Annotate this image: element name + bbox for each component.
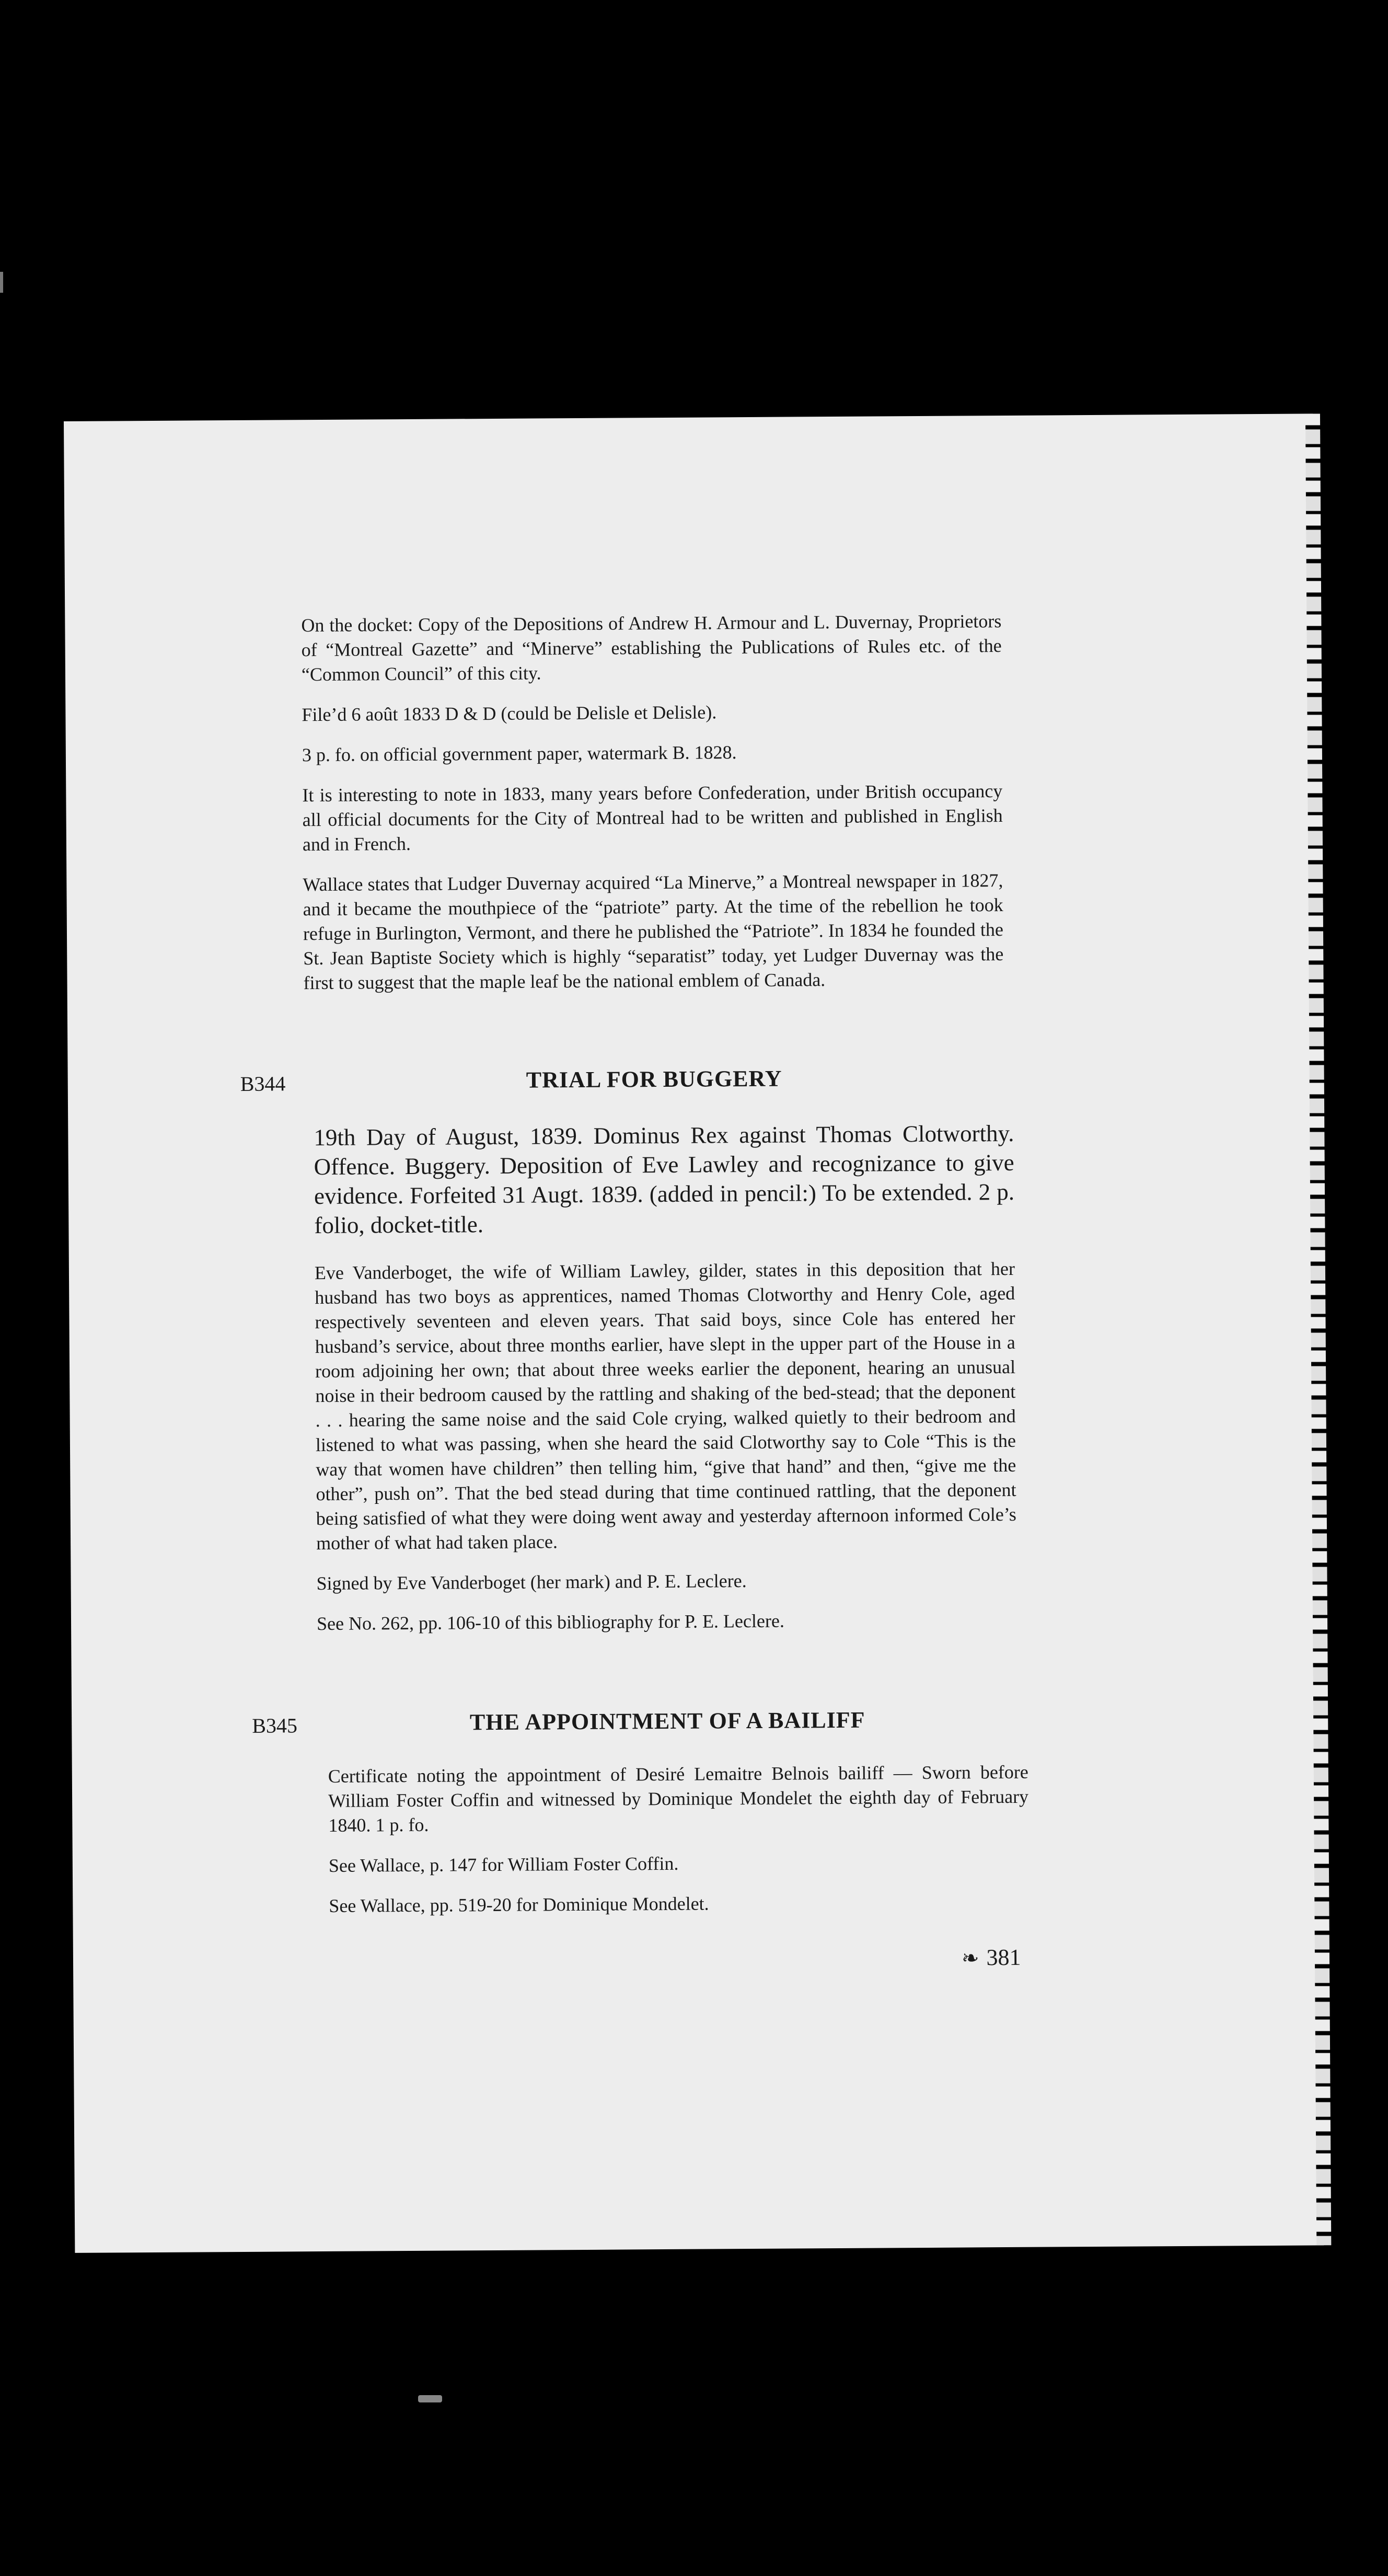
entry-see-also: See Wallace, p. 147 for William Foster Coffin. <box>328 1853 679 1876</box>
fleuron-icon: ❧ <box>961 1946 979 1970</box>
docket-paragraph: 3 p. fo. on official government paper, watermark B. 1828. <box>302 742 737 766</box>
entry-title-b344: TRIAL FOR BUGGERY <box>526 1065 782 1093</box>
film-smudge <box>418 2395 442 2402</box>
docket-paragraph: On the docket: Copy of the Depositions of Andrew H. Armour and L. Duvernay, Proprietors of “Montreal Gazette” and “Minerve” establishing the Publications of Rules etc. of the “Common Council” of this city. <box>301 611 1002 685</box>
entry-signature: Signed by Eve Vanderboget (her mark) and P. E. Leclere. <box>316 1570 747 1594</box>
docket-paragraph: File’d 6 août 1833 D & D (could be Delisle et Delisle). <box>302 702 717 726</box>
docket-paragraph: Wallace states that Ludger Duvernay acquired “La Minerve,” a Montreal newspaper in 1827, and it became the mouthpiece of the “patriote” party. At the time of the rebellion he took refuge in Burlington, Vermont, and there he published the “Patriote”. In 1834 he founded the St. Jean Baptiste Society which is highly “separatist” today, yet Ludger Duvernay was the first to suggest that the maple leaf be the national emblem of Canada. <box>303 870 1004 994</box>
entry-see-also: See No. 262, pp. 106-10 of this bibliography for P. E. Leclere. <box>316 1610 785 1635</box>
entry-paragraph: Certificate noting the appointment of Desiré Lemaitre Belnois bailiff — Sworn before William Foster Coffin and witnessed by Dominique Mondelet the eighth day of February 1840. 1 p. fo. <box>328 1761 1029 1836</box>
page-content <box>64 413 1324 2253</box>
page-number-value: 381 <box>986 1944 1021 1971</box>
entry-id-b344: B344 <box>240 1072 286 1096</box>
docket-notes <box>301 609 1003 995</box>
entry-b345-body <box>328 1760 1030 1918</box>
docket-paragraph: It is interesting to note in 1833, many years before Confederation, under British occupancy all official documents for the City of Montreal had to be written and published in English and in French. <box>302 780 1003 855</box>
entry-b344-body <box>314 1119 1017 1636</box>
entry-summary: 19th Day of August, 1839. Dominus Rex against Thomas Clotworthy. Offence. Buggery. Deposition of Eve Lawley and recognizance to give evidence. Forfeited 31 Augt. 1839. (added in pencil:) To be extended. 2 p. folio, docket-title. <box>314 1120 1015 1239</box>
entry-id-b345: B345 <box>252 1714 298 1738</box>
document-page <box>64 413 1324 2253</box>
film-edge-mark <box>0 272 3 293</box>
entry-title-b345: THE APPOINTMENT OF A BAILIFF <box>469 1707 865 1735</box>
entry-see-also: See Wallace, pp. 519-20 for Dominique Mondelet. <box>329 1893 709 1916</box>
page-number <box>962 1944 1021 1971</box>
entry-paragraph: Eve Vanderboget, the wife of William Lawley, gilder, states in this deposition that her husband has two boys as apprentices, named Thomas Clotworthy and Henry Cole, aged respectively seventeen and eleven years. That said boys, since Cole has entered her husband’s service, about three months earlier, have slept in the upper part of the House in a room adjoining her own; that about three weeks earlier the deponent, hearing an unusual noise in their bedroom caused by the rattling and shaking of the bed-stead; that the deponent . . . hearing the same noise and the said Cole crying, walked quietly to their bedroom and listened to what was passing, when she heard the said Clotworthy say to Cole “This is the way that women have children” then telling him, “give that hand” and then, “give me the other”, push on”. That the bed stead during that time continued rattling, that the deponent being satisfied of what they were doing went away and yesterday afternoon informed Cole’s mother of what had taken place. <box>314 1258 1016 1554</box>
